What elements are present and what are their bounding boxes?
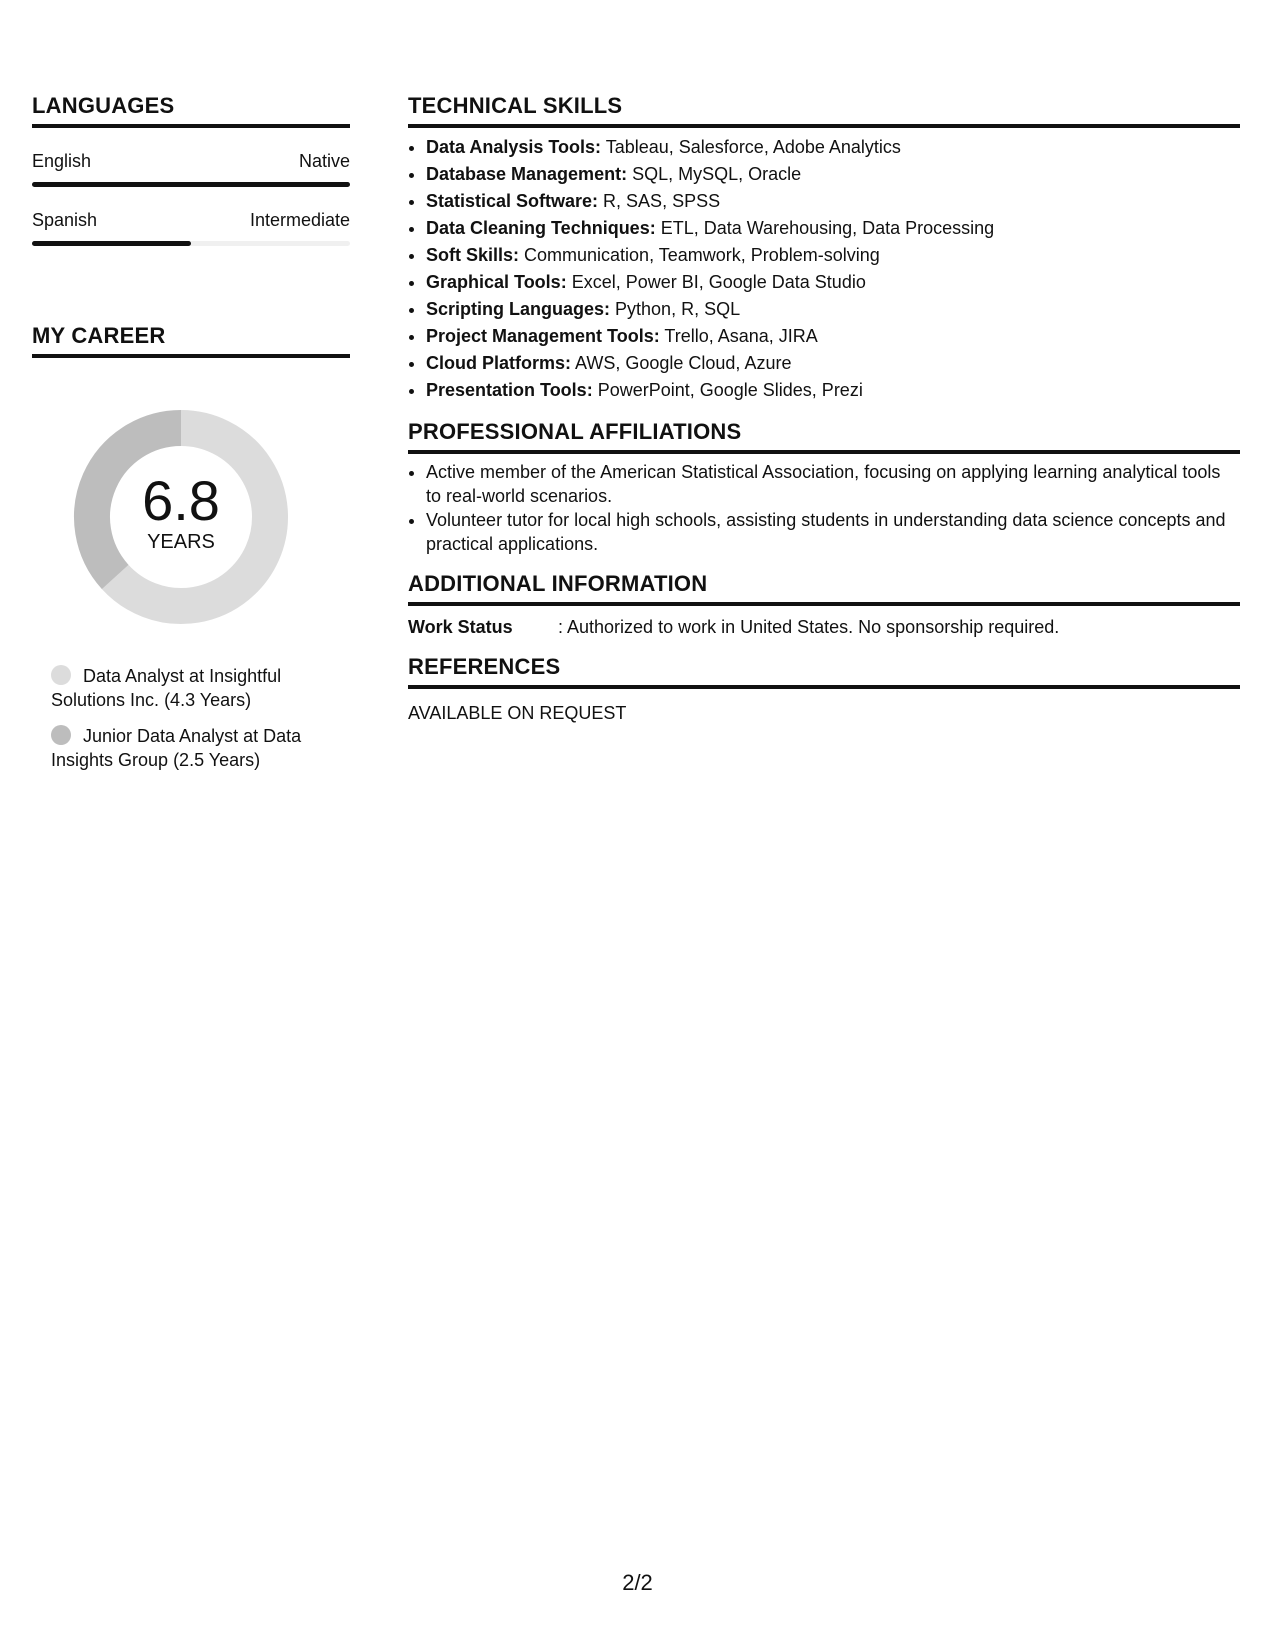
career-legend-item xyxy=(51,724,350,772)
skill-category: Graphical Tools: xyxy=(426,272,567,292)
work-status-row xyxy=(408,615,1240,639)
language-proficiency-fill xyxy=(32,182,350,187)
skill-values: ETL, Data Warehousing, Data Processing xyxy=(655,218,995,238)
page-number: 2/2 xyxy=(622,1570,653,1595)
legend-dot-icon xyxy=(51,665,71,685)
skill-item xyxy=(426,242,1240,269)
work-status-value: : Authorized to work in United States. No sponsorship required. xyxy=(558,617,1060,637)
legend-dot-icon xyxy=(51,725,71,745)
skill-values: R, SAS, SPSS xyxy=(598,191,721,211)
career-total-unit: YEARS xyxy=(147,531,215,553)
language-level: Intermediate xyxy=(249,210,350,230)
affiliation-item: • Active member of the American Statistical Association, focusing on applying learning analytical tools to real-world scenarios. xyxy=(426,460,1240,508)
technical-skills-list xyxy=(408,134,1240,404)
skill-item xyxy=(426,323,1240,350)
language-item xyxy=(32,209,350,246)
skill-item xyxy=(426,215,1240,242)
skill-item xyxy=(426,269,1240,296)
languages-list xyxy=(32,150,350,246)
career-legend-label: Junior Data Analyst at Data Insights Group (2.5 Years) xyxy=(51,726,302,770)
language-level: Native xyxy=(298,151,350,171)
right-column xyxy=(408,92,1240,725)
language-name: English xyxy=(32,151,92,171)
skill-item xyxy=(426,350,1240,377)
skill-item xyxy=(426,161,1240,188)
career-legend-item xyxy=(51,664,350,712)
skill-category: Project Management Tools: xyxy=(426,326,660,346)
skill-values: Communication, Teamwork, Problem-solving xyxy=(519,245,880,265)
language-proficiency-fill xyxy=(32,241,191,246)
skill-category: Data Cleaning Techniques: xyxy=(426,218,656,238)
skill-category: Statistical Software: xyxy=(426,191,599,211)
affiliations-list xyxy=(408,460,1240,556)
language-proficiency-bar xyxy=(32,241,350,246)
skill-values: PowerPoint, Google Slides, Prezi xyxy=(592,380,863,400)
skill-item xyxy=(426,134,1240,161)
skill-category: Scripting Languages: xyxy=(426,299,611,319)
skill-item xyxy=(426,188,1240,215)
affiliation-item: • Volunteer tutor for local high schools, assisting students in understanding data science concepts and practical applications. xyxy=(426,508,1240,556)
career-legend-label: Data Analyst at Insightful Solutions Inc. (4.3 Years) xyxy=(51,666,282,710)
skill-values: SQL, MySQL, Oracle xyxy=(627,164,802,184)
skill-values: AWS, Google Cloud, Azure xyxy=(571,353,792,373)
skill-values: Tableau, Salesforce, Adobe Analytics xyxy=(601,137,901,157)
language-row xyxy=(32,209,350,231)
career-heading: MY CAREER xyxy=(32,322,350,358)
skill-category: Database Management: xyxy=(426,164,628,184)
career-donut-chart xyxy=(66,402,296,632)
left-column xyxy=(32,92,350,784)
skill-values: Trello, Asana, JIRA xyxy=(659,326,818,346)
affiliations-heading: PROFESSIONAL AFFILIATIONS xyxy=(408,418,1240,454)
career-legend xyxy=(51,664,350,772)
language-item xyxy=(32,150,350,187)
references-text: AVAILABLE ON REQUEST xyxy=(408,703,627,723)
skill-category: Data Analysis Tools: xyxy=(426,137,602,157)
technical-skills-heading: TECHNICAL SKILLS xyxy=(408,92,1240,128)
work-status-label: Work Status xyxy=(408,617,513,637)
additional-info-heading: ADDITIONAL INFORMATION xyxy=(408,570,1240,606)
skill-item xyxy=(426,377,1240,404)
skill-category: Cloud Platforms: xyxy=(426,353,572,373)
language-row xyxy=(32,150,350,172)
references-heading: REFERENCES xyxy=(408,653,1240,689)
skill-values: Python, R, SQL xyxy=(610,299,741,319)
languages-heading: LANGUAGES xyxy=(32,92,350,128)
skill-category: Soft Skills: xyxy=(426,245,520,265)
skill-values: Excel, Power BI, Google Data Studio xyxy=(566,272,866,292)
language-proficiency-bar xyxy=(32,182,350,187)
skill-category: Presentation Tools: xyxy=(426,380,593,400)
career-total-value: 6.8 xyxy=(142,469,220,532)
language-name: Spanish xyxy=(32,210,98,230)
skill-item xyxy=(426,296,1240,323)
